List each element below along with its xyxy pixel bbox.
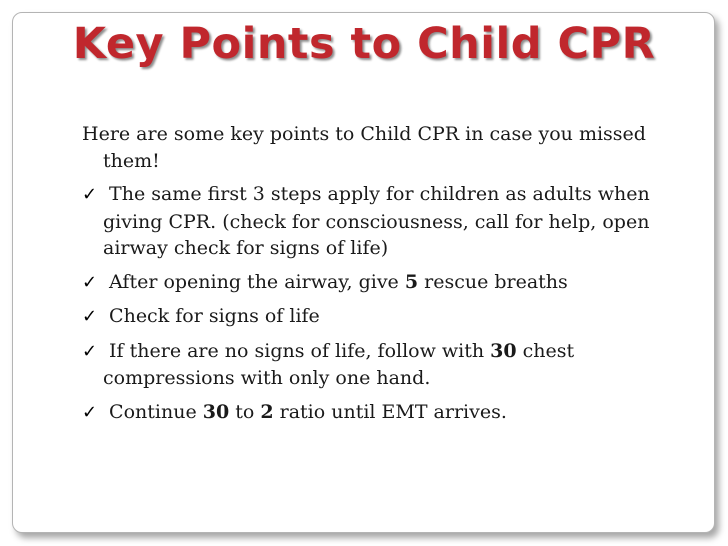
bullet-item — [82, 399, 657, 427]
bullet-emphasis: 5 — [404, 270, 419, 293]
bullet-text: If there are no signs of life, follow with — [103, 339, 491, 362]
bullet-emphasis: 30 — [202, 400, 230, 423]
bullet-text: chest compressions with only one hand. — [103, 339, 575, 389]
slide-title: Key Points to Child CPR — [72, 19, 656, 69]
checkmark-icon: ✓ — [82, 184, 98, 205]
checkmark-icon: ✓ — [82, 306, 98, 327]
bullet-item — [82, 338, 657, 392]
bullet-emphasis: 2 — [260, 400, 274, 423]
bullet-text: The same first 3 steps apply for children as adults when giving CPR. (check for consciousness, call for help, open airway check for signs of life) — [103, 183, 650, 259]
bullet-text: rescue breaths — [418, 270, 568, 293]
bullet-item — [82, 181, 657, 262]
bullet-text: ratio until EMT arrives. — [273, 400, 507, 423]
bullet-text: Check for signs of life — [103, 305, 320, 327]
bullet-text: Continue — [103, 400, 203, 423]
bullet-text: to — [229, 400, 261, 423]
bullet-item — [82, 303, 657, 331]
intro-text: Here are some key points to Child CPR in case you missed them! — [82, 123, 646, 172]
checkmark-icon: ✓ — [82, 271, 98, 293]
bullet-item — [82, 269, 657, 297]
bullet-list — [82, 181, 657, 426]
slide-content — [82, 121, 657, 433]
checkmark-icon: ✓ — [82, 401, 98, 423]
checkmark-icon: ✓ — [82, 340, 98, 362]
bullet-text: After opening the airway, give — [103, 270, 405, 293]
bullet-emphasis: 30 — [490, 339, 517, 362]
